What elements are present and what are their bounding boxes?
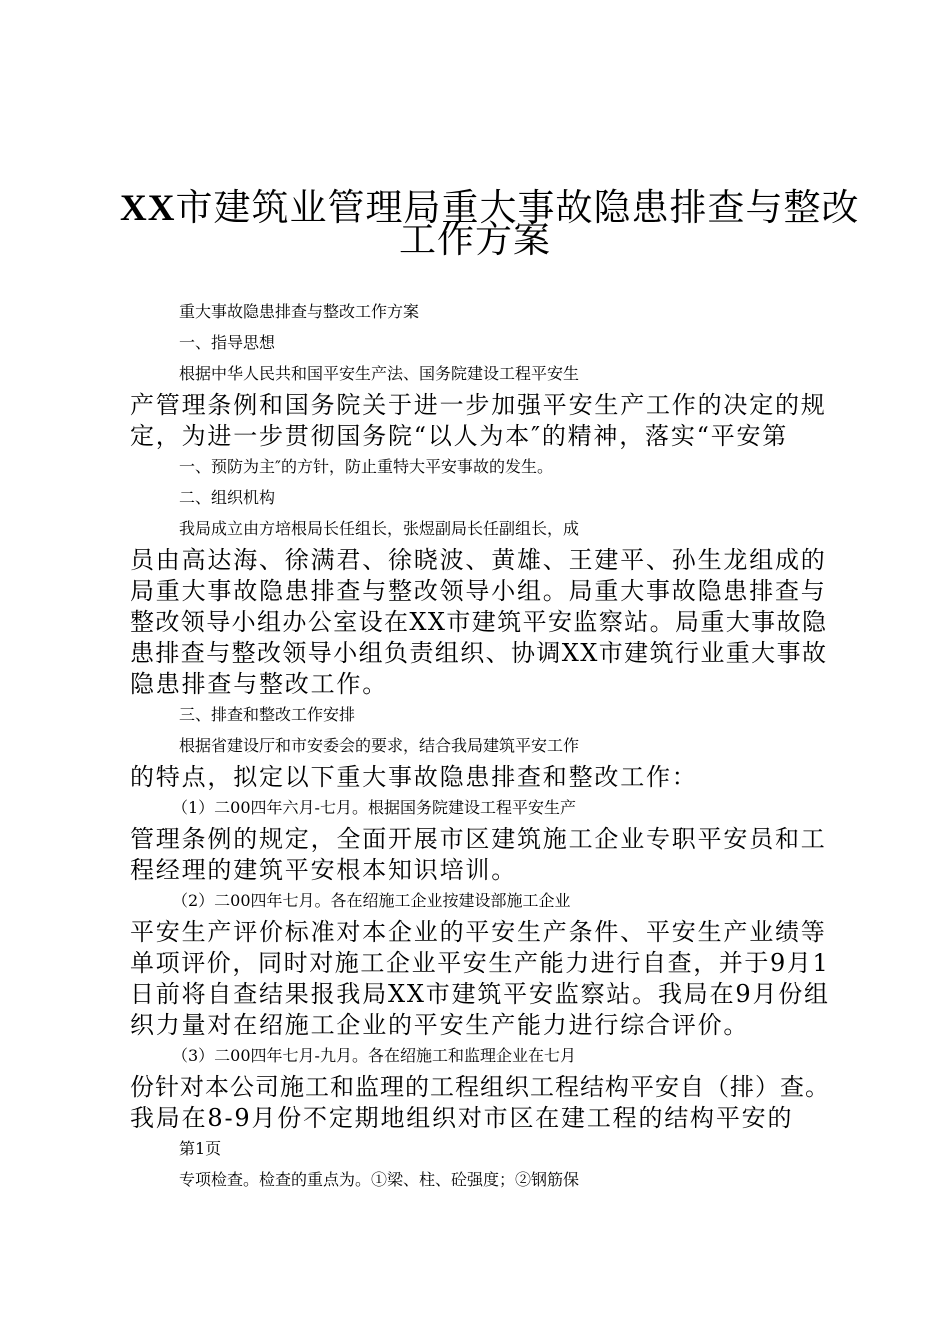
body-line: 我局在8-9月份不定期地组织对市区在建工程的结构平安的 <box>130 1104 794 1132</box>
body-line: （2）二00四年七月。各在绍施工企业按建设部施工企业 <box>172 891 571 910</box>
body-line: 日前将自查结果报我局XX市建筑平安监察站。我局在9月份组 <box>130 980 830 1008</box>
body-line: 局重大事故隐患排查与整改领导小组。局重大事故隐患排查与 <box>130 577 827 605</box>
body-line: 平安生产评价标准对本企业的平安生产条件、平安生产业绩等 <box>130 918 827 946</box>
subtitle-line: 重大事故隐患排查与整改工作方案 <box>179 302 420 321</box>
body-line: 定，为进一步贯彻国务院“以人为本″的精神，落实“平安第 <box>130 422 789 450</box>
title-text-1: 市建筑业管理局重大事故隐患排查与整改 <box>175 186 860 229</box>
page-number: 第1页 <box>179 1139 222 1158</box>
body-line: （1）二00四年六月-七月。根据国务院建设工程平安生产 <box>172 798 576 817</box>
body-line: 产管理条例和国务院关于进一步加强平安生产工作的决定的规 <box>130 391 827 419</box>
body-line: 一、预防为主″的方针，防止重特大平安事故的发生。 <box>179 457 553 476</box>
body-line: 份针对本公司施工和监理的工程组织工程结构平安自（排）查。 <box>130 1073 830 1101</box>
body-line: 我局成立由方培根局长任组长，张煜副局长任副组长，成 <box>179 519 580 538</box>
body-line: 根据中华人民共和国平安生产法、国务院建设工程平安生 <box>179 364 580 383</box>
body-line: 织力量对在绍施工企业的平安生产能力进行综合评价。 <box>130 1011 750 1039</box>
section-heading-1: 一、指导思想 <box>179 333 276 352</box>
body-line: 隐患排查与整改工作。 <box>130 670 388 698</box>
body-line: 的特点，拟定以下重大事故隐患排查和整改工作： <box>130 763 698 791</box>
title-prefix: XX <box>120 188 176 229</box>
title-text-2: 工作方案 <box>399 218 551 261</box>
document-title-line-2 <box>120 208 830 272</box>
body-line: 专项检查。检查的重点为。①梁、柱、砼强度；②钢筋保 <box>179 1170 580 1189</box>
body-line: 程经理的建筑平安根本知识培训。 <box>130 856 517 884</box>
body-line: 管理条例的规定，全面开展市区建筑施工企业专职平安员和工 <box>130 825 827 853</box>
body-line: （3）二00四年七月-九月。各在绍施工和监理企业在七月 <box>172 1046 576 1065</box>
section-heading-2: 二、组织机构 <box>179 488 276 507</box>
body-line: 员由高达海、徐满君、徐晓波、黄雄、王建平、孙生龙组成的 <box>130 546 827 574</box>
body-line: 患排查与整改领导小组负责组织、协调XX市建筑行业重大事故 <box>130 639 828 667</box>
body-line: 根据省建设厅和市安委会的要求，结合我局建筑平安工作 <box>179 736 580 755</box>
section-heading-3: 三、排查和整改工作安排 <box>179 705 356 724</box>
body-line: 整改领导小组办公室设在XX市建筑平安监察站。局重大事故隐 <box>130 608 828 636</box>
body-line: 单项评价，同时对施工企业平安生产能力进行自查，并于9月1 <box>130 949 830 977</box>
